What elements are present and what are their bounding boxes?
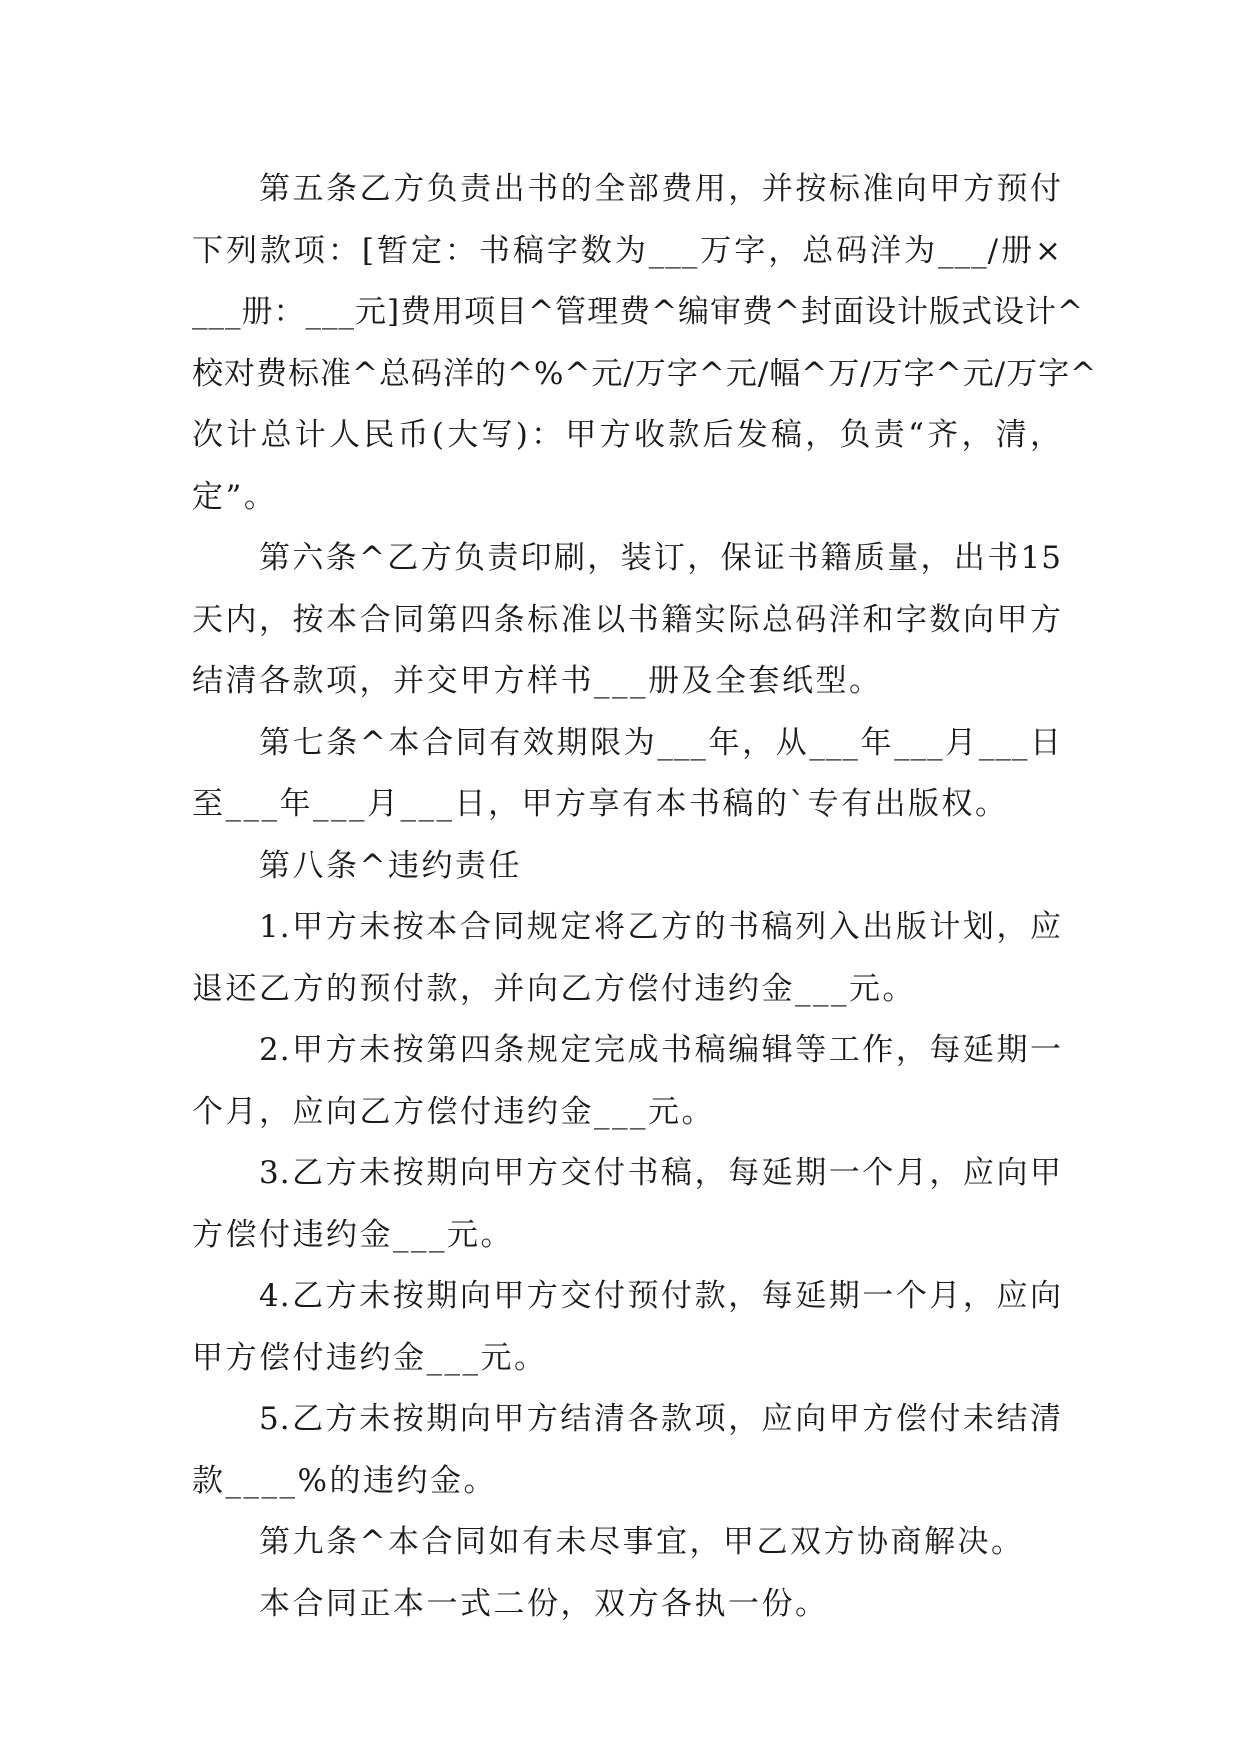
clause-5-line: ___册：___元]费用项目^管理费^编审费^封面设计版式设计^ xyxy=(192,294,1084,330)
clause-5-line: 定”。 xyxy=(192,478,278,515)
clause-5-line: 第五条乙方负责出书的全部费用，并按标准向甲方预付 xyxy=(259,171,1062,207)
clause-7-line: 至___年___月___日，甲方享有本书稿的`专有出版权。 xyxy=(192,786,1009,822)
penalty-item-3-line: 3.乙方未按期向甲方交付书稿，每延期一个月，应向甲 xyxy=(259,1155,1062,1191)
penalty-item-4-line: 4.乙方未按期向甲方交付预付款，每延期一个月，应向 xyxy=(259,1278,1062,1314)
penalty-item-1-line: 退还乙方的预付款，并向乙方偿付违约金___元。 xyxy=(192,970,916,1007)
penalty-item-2-line: 个月，应向乙方偿付违约金___元。 xyxy=(192,1093,715,1130)
clause-6-line: 第六条^乙方负责印刷，装订，保证书籍质量，出书15 xyxy=(259,540,1062,576)
clause-5-line: 下列款项：[暂定：书稿字数为___万字，总码洋为___/册× xyxy=(192,232,1062,269)
copies-statement-line: 本合同正本一式二份，双方各执一份。 xyxy=(259,1585,829,1622)
contract-body xyxy=(192,159,1098,1635)
clause-8-heading: 第八条^违约责任 xyxy=(259,847,522,884)
penalty-item-4-line: 甲方偿付违约金___元。 xyxy=(192,1339,548,1376)
penalty-item-5-line: 5.乙方未按期向甲方结清各款项，应向甲方偿付未结清 xyxy=(259,1401,1062,1437)
penalty-item-2-line: 2.甲方未按第四条规定完成书稿编辑等工作，每延期一 xyxy=(259,1032,1062,1068)
clause-9-line: 第九条^本合同如有未尽事宜，甲乙双方协商解决。 xyxy=(259,1524,1025,1560)
penalty-item-5-line: 款____%的违约金。 xyxy=(192,1462,497,1499)
clause-6-line: 天内，按本合同第四条标准以书籍实际总码洋和字数向甲方 xyxy=(192,601,1062,638)
penalty-item-3-line: 方偿付违约金___元。 xyxy=(192,1216,514,1253)
penalty-item-1-line: 1.甲方未按本合同规定将乙方的书稿列入出版计划，应 xyxy=(259,909,1062,945)
clause-5-line: 校对费标准^总码洋的^%^元/万字^元/幅^万/万字^元/万字^ xyxy=(192,355,1098,392)
clause-7-line: 第七条^本合同有效期限为___年，从___年___月___日 xyxy=(259,724,1062,761)
clause-6-line: 结清各款项，并交甲方样书___册及全套纸型。 xyxy=(192,663,883,699)
clause-5-line: 次计总计人民币(大写)：甲方收款后发稿，负责“齐，清， xyxy=(192,417,1062,453)
